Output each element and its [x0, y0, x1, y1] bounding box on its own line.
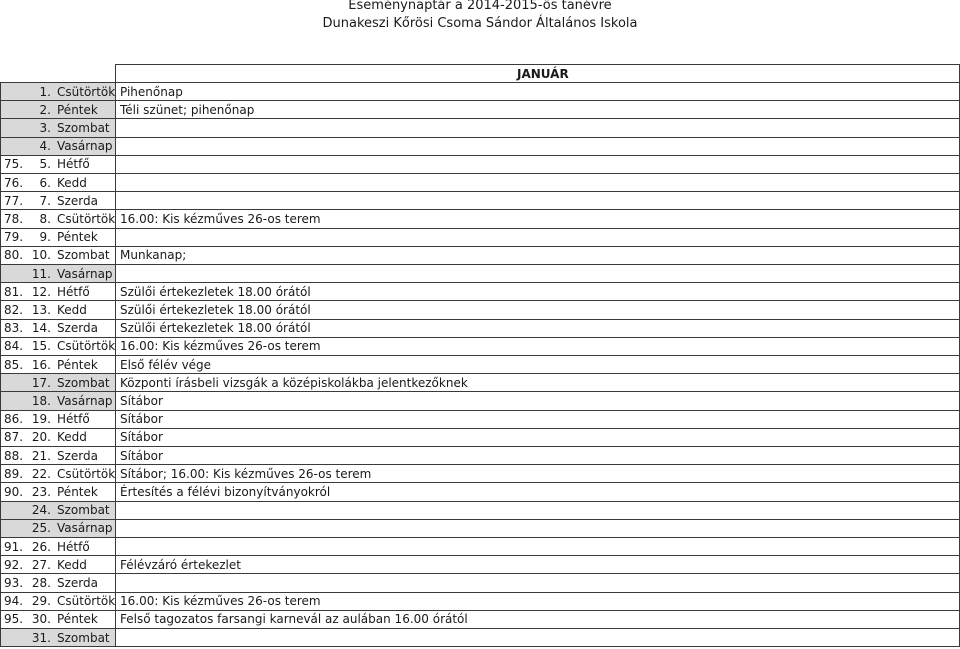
event-text: Pihenőnap	[120, 84, 183, 99]
day-number: 20.	[31, 430, 51, 445]
day-number: 18.	[31, 393, 51, 408]
document-title: Eseménynaptár a 2014-2015-ös tanévre	[348, 0, 612, 13]
calendar-row	[0, 192, 960, 210]
day-number: 31.	[31, 630, 51, 645]
calendar-row	[0, 210, 960, 228]
calendar-row	[0, 483, 960, 501]
event-text: Szülői értekezletek 18.00 órától	[120, 284, 311, 299]
day-name: Csütörtök	[57, 339, 116, 354]
calendar-row	[0, 556, 960, 574]
week-number: 93.	[4, 575, 24, 590]
day-name: Szombat	[57, 248, 110, 263]
day-name: Hétfő	[57, 412, 90, 427]
event-text: Sítábor; 16.00: Kis kézműves 26-os terem	[120, 466, 372, 481]
day-name: Vasárnap	[57, 266, 113, 281]
calendar-row	[0, 629, 960, 647]
day-number: 26.	[31, 539, 51, 554]
event-text: 16.00: Kis kézműves 26-os terem	[120, 339, 321, 354]
event-text: 16.00: Kis kézműves 26-os terem	[120, 211, 321, 226]
day-number: 9.	[39, 230, 51, 245]
day-name: Hétfő	[57, 539, 90, 554]
day-number: 4.	[39, 139, 51, 154]
day-number: 8.	[39, 211, 51, 226]
calendar-row	[0, 428, 960, 446]
day-name: Péntek	[57, 612, 98, 627]
day-number: 29.	[31, 594, 51, 609]
week-number: 75.	[4, 157, 24, 172]
day-name: Szerda	[57, 193, 98, 208]
calendar-row	[0, 119, 960, 137]
event-text: Szülői értekezletek 18.00 órától	[120, 302, 311, 317]
calendar-row	[0, 356, 960, 374]
week-number: 95.	[4, 612, 24, 627]
day-number: 5.	[39, 157, 51, 172]
day-number: 10.	[31, 248, 51, 263]
week-number: 76.	[4, 175, 24, 190]
day-name: Szombat	[57, 630, 110, 645]
day-name: Szombat	[57, 503, 110, 518]
calendar-row	[0, 155, 960, 173]
event-text: Központi írásbeli vizsgák a középiskolákba jelentkezőknek	[120, 375, 468, 390]
day-number: 16.	[31, 357, 51, 372]
calendar-row	[0, 283, 960, 301]
day-number: 22.	[31, 466, 51, 481]
day-number: 23.	[31, 484, 51, 499]
week-number: 78.	[4, 211, 24, 226]
day-number: 13.	[31, 302, 51, 317]
calendar-row	[0, 374, 960, 392]
week-number: 87.	[4, 430, 24, 445]
week-number: 86.	[4, 412, 24, 427]
calendar-row	[0, 174, 960, 192]
event-text: Sítábor	[120, 430, 163, 445]
week-number: 88.	[4, 448, 24, 463]
day-name: Péntek	[57, 357, 98, 372]
day-name: Szerda	[57, 448, 98, 463]
week-number: 90.	[4, 484, 24, 499]
calendar-row	[0, 301, 960, 319]
day-number: 7.	[39, 193, 51, 208]
day-name: Szombat	[57, 375, 110, 390]
event-text: Szülői értekezletek 18.00 órától	[120, 321, 311, 336]
calendar-row	[0, 265, 960, 283]
day-name: Szerda	[57, 575, 98, 590]
day-name: Csütörtök	[57, 211, 116, 226]
calendar-row	[0, 538, 960, 556]
calendar-row	[0, 610, 960, 628]
calendar-row	[0, 319, 960, 337]
event-text: Első félév vége	[120, 357, 212, 372]
week-number: 89.	[4, 466, 24, 481]
day-number: 2.	[39, 102, 51, 117]
week-number: 84.	[4, 339, 24, 354]
month-heading: JANUÁR	[517, 67, 569, 81]
calendar-row	[0, 137, 960, 155]
calendar-row	[0, 83, 960, 101]
event-text: 16.00: Kis kézműves 26-os terem	[120, 594, 321, 609]
day-name: Péntek	[57, 102, 98, 117]
event-text: Sítábor	[120, 412, 163, 427]
event-text: Munkanap;	[120, 248, 187, 263]
week-number: 83.	[4, 321, 24, 336]
calendar-row	[0, 228, 960, 246]
day-name: Szerda	[57, 321, 98, 336]
day-name: Csütörtök	[57, 594, 116, 609]
event-text: Értesítés a félévi bizonyítványokról	[120, 484, 331, 499]
week-number: 82.	[4, 302, 24, 317]
day-number: 27.	[31, 557, 51, 572]
calendar-table	[0, 64, 960, 649]
event-text: Felső tagozatos farsangi karnevál az aulában 16.00 órától	[120, 612, 468, 627]
calendar-row	[0, 447, 960, 465]
day-name: Kedd	[57, 302, 87, 317]
day-number: 15.	[31, 339, 51, 354]
day-number: 6.	[39, 175, 51, 190]
event-text: Sítábor	[120, 393, 163, 408]
event-text: Téli szünet; pihenőnap	[120, 102, 255, 117]
calendar-row	[0, 246, 960, 264]
day-name: Hétfő	[57, 284, 90, 299]
calendar-row	[0, 101, 960, 119]
week-number: 79.	[4, 230, 24, 245]
day-name: Vasárnap	[57, 393, 113, 408]
day-number: 14.	[31, 321, 51, 336]
day-name: Péntek	[57, 484, 98, 499]
calendar-row	[0, 392, 960, 410]
week-number: 81.	[4, 284, 24, 299]
day-name: Hétfő	[57, 157, 90, 172]
day-name: Kedd	[57, 175, 87, 190]
day-name: Csütörtök	[57, 466, 116, 481]
week-number: 85.	[4, 357, 24, 372]
event-text: Sítábor	[120, 448, 163, 463]
school-name: Dunakeszi Kőrösi Csoma Sándor Általános Iskola	[322, 16, 638, 31]
calendar-row	[0, 337, 960, 355]
day-number: 21.	[31, 448, 51, 463]
day-number: 3.	[39, 120, 51, 135]
calendar-row	[0, 574, 960, 592]
day-name: Csütörtök	[57, 84, 116, 99]
day-name: Kedd	[57, 430, 87, 445]
week-number: 94.	[4, 594, 24, 609]
day-name: Szombat	[57, 120, 110, 135]
day-number: 24.	[31, 503, 51, 518]
calendar-row	[0, 592, 960, 610]
day-number: 17.	[31, 375, 51, 390]
day-number: 12.	[31, 284, 51, 299]
day-number: 30.	[31, 612, 51, 627]
day-number: 11.	[31, 266, 51, 281]
day-number: 19.	[31, 412, 51, 427]
week-number: 91.	[4, 539, 24, 554]
day-name: Kedd	[57, 557, 87, 572]
event-text: Félévzáró értekezlet	[120, 557, 241, 572]
day-number: 1.	[39, 84, 51, 99]
week-number: 92.	[4, 557, 24, 572]
day-name: Vasárnap	[57, 521, 113, 536]
day-number: 25.	[31, 521, 51, 536]
day-number: 28.	[31, 575, 51, 590]
calendar-row	[0, 519, 960, 537]
week-number: 80.	[4, 248, 24, 263]
week-number: 77.	[4, 193, 24, 208]
day-name: Péntek	[57, 230, 98, 245]
day-name: Vasárnap	[57, 139, 113, 154]
calendar-row	[0, 410, 960, 428]
calendar-row	[0, 465, 960, 483]
calendar-row	[0, 501, 960, 519]
